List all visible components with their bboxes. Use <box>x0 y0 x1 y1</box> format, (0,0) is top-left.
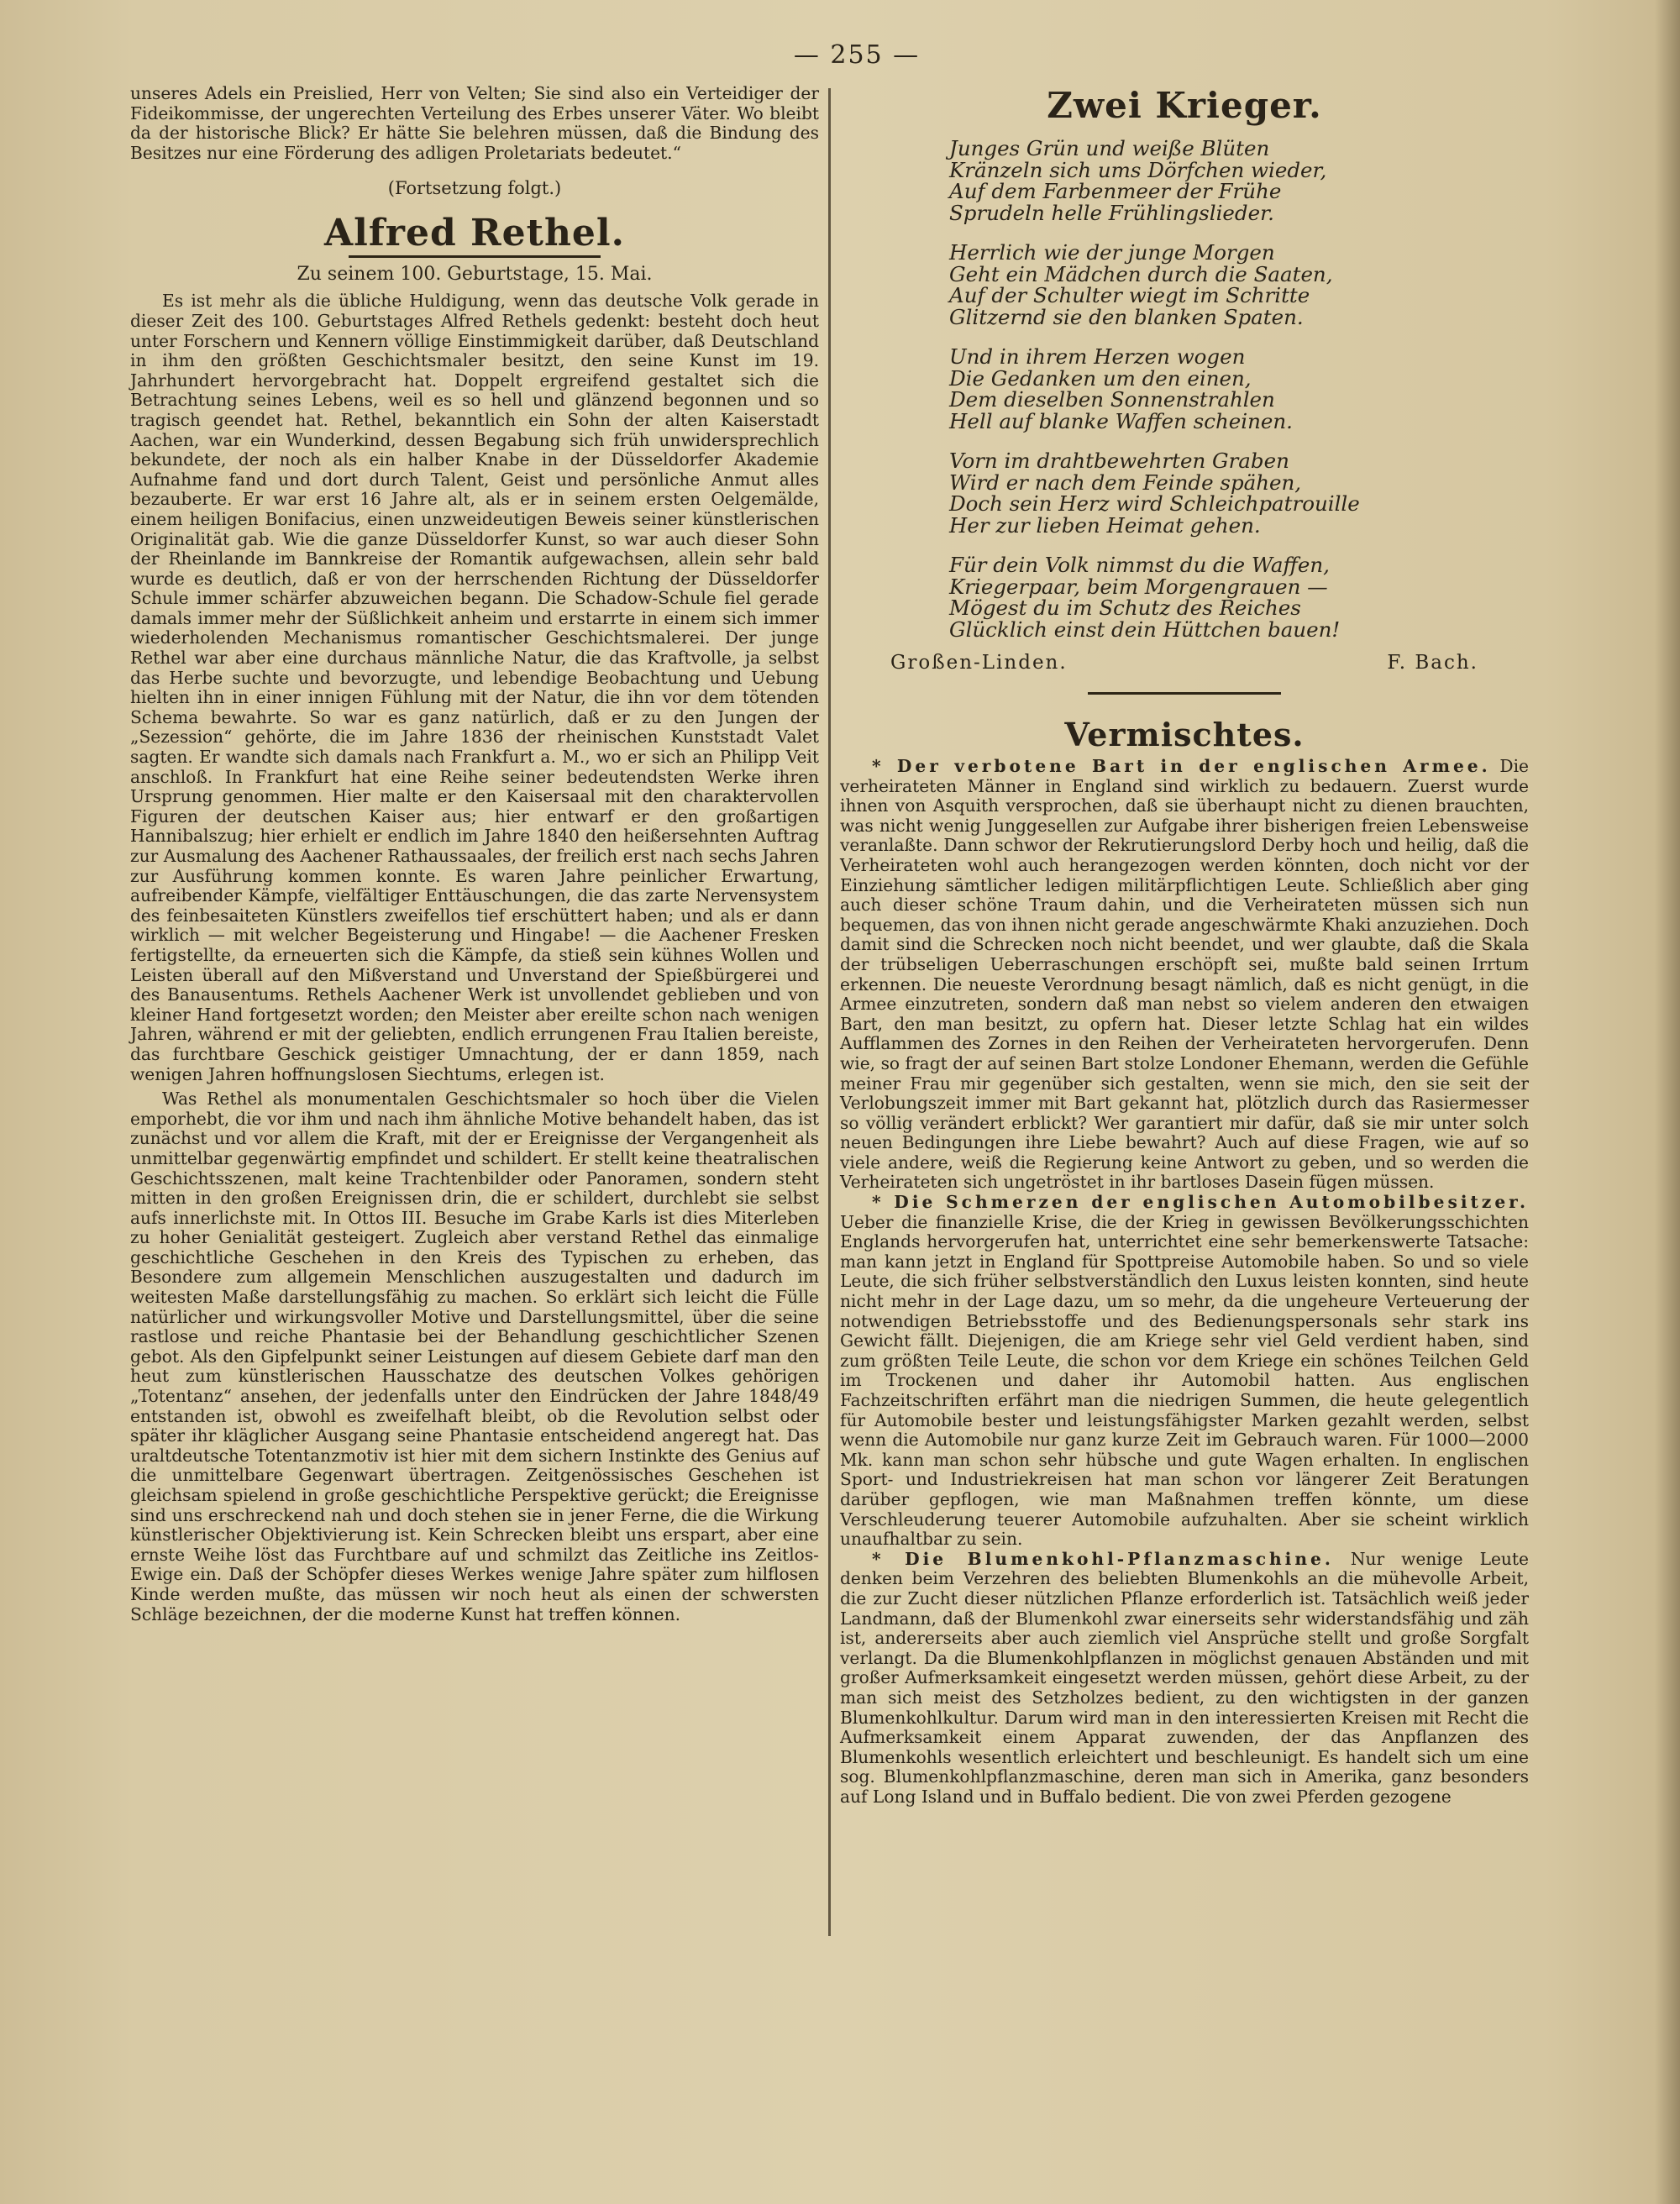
poem-line: Glitzernd sie den blanken Spaten. <box>949 304 1304 329</box>
poem-line: Her zur lieben Heimat gehen. <box>949 512 1261 538</box>
poem-title: Zwei Krieger. <box>1047 85 1322 126</box>
news-item <box>840 1193 1529 1550</box>
poem-line: Auf der Schulter wiegt im Schritte <box>949 283 1310 307</box>
continuation-note: (Fortsetzung folgt.) <box>387 178 562 199</box>
article-paragraph: Es ist mehr als die übliche Huldigung, wenn das deutsche Volk gerade in dieser Zeit des 100. Geburtstages Alfred Rethels gedenkt: besteht doch heut unter Forschern und Kennern völlige Einstimmigkeit darüber, daß Deutschland in ihm den größten Geschichtsmaler besitzt, den seine Kunst im 19. Jahrhundert hervorgebracht hat. Doppelt ergreifend gestaltet sich die Betrachtung seines Lebens, weil es so hell und glänzend begonnen und so tragisch geendet hat. Rethel, bekanntlich ein Sohn der alten Kaiserstadt Aachen, war ein Wunderkind, dessen Begabung sich früh unwidersprechlich bekundete, der noch als ein halber Knabe in der Düsseldorfer Akademie Aufnahme fand und dort durch Talent, Geist und persönliche Anmut alles bezauberte. Er war erst 16 Jahre alt, als er in seinem ersten Oelgemälde, einem heiligen Bonifacius, einen unzweideutigen Beweis seiner künstlerischen Originalität gab. Wie die ganze Düsseldorfer Kunst, so war auch dieser Sohn der Rheinlande im Bannkreise der Romantik aufgewachsen, allein sehr bald wurde es deutlich, daß er von der herrschenden Richtung der Düsseldorfer Schule immer schärfer abzuweichen begann. Die Schadow-Schule fiel gerade damals immer mehr der Süßlichkeit anheim und erstarrte in einem sich immer wiederholenden Mechanismus romantischer Geschichtsmalerei. Der junge Rethel war aber eine durchaus männliche Natur, die das Kraftvolle, ja selbst das Herbe suchte und bevorzugte, und lebendige Beobachtung und Uebung hielten ihn in einer innigen Fühlung mit der Natur, die ihn vor dem tötenden Schema bewahrte. So war es ganz natürlich, daß er zu den Jungen der „Sezession“ gehörte, die im Jahre 1836 der rheinischen Kunststadt Valet sagten. Er wandte sich damals nach Frankfurt a. M., wo er sich an Philipp Veit anschloß. In Frankfurt hat eine Reihe seiner bedeutendsten Werke ihren Ursprung genommen. Hier malte er den Kaisersaal mit den charaktervollen Figuren der deutschen Kaiser aus; hier entwarf er den großartigen Hannibalszug; hier erhielt er endlich im Jahre 1840 den heißersehnten Auftrag zur Ausmalung des Aachener Rathaussaales, der freilich erst nach sechs Jahren zur Ausführung kommen konnte. Es waren Jahre peinlicher Erwartung, aufreibender Kämpfe, vielfältiger Enttäuschungen, die das zarte Nervensystem des feinbesaiteten Künstlers zweifellos tief erschüttert haben; und als er dann wirklich — mit welcher Begeisterung und Hingabe! — die Aachener Fresken fertigstellte, da erneuerten sich die Kämpfe, da stieß sein kühnes Wollen und Leisten überall auf den Mißverstand und Unverstand der Spießbürgerei und des Banausentums. Rethels Aachener Werk ist unvollendet geblieben und von kleiner Hand fortgesetzt worden; den Meister aber ereilte schon nach wenigen Jahren, während er mit der geliebten, endlich errungenen Frau Italien bereiste, das furchtbare Geschick geistiger Umnachtung, der er dann 1859, nach wenigen Jahren hoffnungslosen Siechtums, erlegen ist. <box>130 291 819 1084</box>
article-subtitle: Zu seinem 100. Geburtstage, 15. Mai. <box>297 264 653 286</box>
poem-stanza <box>949 554 1529 640</box>
poem-line: Glücklich einst dein Hüttchen bauen! <box>949 617 1341 642</box>
poem-line: Auf dem Farbenmeer der Frühe <box>949 179 1282 203</box>
poem-line: Kriegerpaar, beim Morgengrauen — <box>949 574 1328 599</box>
section-title: Vermischtes. <box>1064 716 1305 753</box>
poem-line: Dem dieselben Sonnenstrahlen <box>949 387 1275 412</box>
poem-stanza <box>949 242 1529 328</box>
article-title: Alfred Rethel. <box>324 212 625 255</box>
poem-line: Wird er nach dem Feinde spähen, <box>949 470 1302 495</box>
poem-stanza <box>949 450 1529 536</box>
news-item <box>840 757 1529 1193</box>
article-paragraph: Was Rethel als monumentalen Geschichtsmaler so hoch über die Vielen emporhebt, die vor ihm und nach ihm ähnliche Motive behandelt haben, das ist zunächst und vor allem die Kraft, mit der er Ereignisse der Vergangenheit als unmittelbar gegenwärtig empfindet und schildert. Er stellt keine theatralischen Geschichtsszenen, malt keine Trachtenbilder oder Panoramen, sondern steht mitten in den großen Ereignissen drin, die er schildert, durchlebt sie selbst aufs innerlichste mit. In Ottos III. Besuche im Grabe Karls ist dies Miterleben zu hoher Genialität gesteigert. Zugleich aber verstand Rethel das einmalige geschichtliche Geschehen in den Kreis des Typischen zu erheben, das Besondere zum allgemein Menschlichen auszugestalten und dadurch im weitesten Maße darstellungsfähig zu machen. So erklärt sich leicht die Fülle natürlicher und wirkungsvoller Motive und Darstellungsmittel, über die seine rastlose und reiche Phantasie bei der Behandlung geschichtlicher Szenen gebot. Als den Gipfelpunkt seiner Leistungen auf diesem Gebiete darf man den heut zum künstlerischen Hausschatze des deutschen Volkes gehörigen „Totentanz“ ansehen, der jedenfalls unter den Eindrücken der Jahre 1848/49 entstanden ist, obwohl es zweifelhaft bleibt, ob die Revolution selbst oder später ihr kläglicher Ausgang seine Phantasie entscheidend angeregt hat. Das uraltdeutsche Totentanzmotiv ist hier mit dem sichern Instinkte des Genius auf die unmittelbare Gegenwart übertragen. Zeitgenössisches Geschehen ist gleichsam spielend in große geschichtliche Perspektive gerückt; die Ereignisse sind uns erschreckend nah und doch stehen sie in jener Ferne, die die Wirkung künstlerischer Objektivierung ist. Kein Schrecken bleibt uns erspart, aber eine ernste Weihe löst das Furchtbare auf und schmilzt das Zeitliche ins Zeitlos-Ewige ein. Daß der Schöpfer dieses Werkes wenige Jahre später zum hilflosen Kinde werden mußte, das müssen wir noch heut als einen der schwersten Schläge bezeichnen, der die moderne Kunst hat treffen können. <box>130 1089 819 1624</box>
page-edge-shadow <box>1655 0 1680 2204</box>
news-item-title: * Der verbotene Bart in der englischen Armee. <box>872 756 1491 776</box>
poem-line: Mögest du im Schutz des Reiches <box>949 596 1301 620</box>
poem-line: Für dein Volk nimmst du die Waffen, <box>949 553 1330 577</box>
left-column <box>130 84 819 1624</box>
poem-line: Die Gedanken um den einen, <box>949 365 1252 391</box>
poem-place: Großen-Linden. <box>890 652 1068 674</box>
poem-line: Vorn im drahtbewehrten Graben <box>949 449 1289 473</box>
page-number: — 255 — <box>793 40 921 70</box>
poem-line: Und in ihrem Herzen wogen <box>949 344 1246 369</box>
poem-line: Herrlich wie der junge Morgen <box>949 240 1275 265</box>
serial-continuation-text: unseres Adels ein Preislied, Herr von Velten; Sie sind also ein Verteidiger der Fideikommisse, der ungerechten Verteilung des Erbes unserer Väter. Wo bleibt da der historische Blick? Er hätte Sie belehren müssen, daß die Bindung des Besitzes nur eine Förderung des adligen Proletariats bedeutet.“ <box>130 83 819 163</box>
right-column <box>840 84 1529 1807</box>
news-item-title: * Die Schmerzen der englischen Automobilbesitzer. <box>872 1192 1529 1213</box>
news-item-text: Ueber die finanzielle Krise, die der Krieg in gewissen Bevölkerungsschichten Englands hervorgerufen hat, unterrichtet eine sehr bemerkenswerte Tatsache: man kann jetzt in England für Spottpreise Automobile haben. So und so viele Leute, die sich früher selbstverständlich den Luxus leisten konnten, sind heute nicht mehr in der Lage dazu, um so mehr, da die ungeheure Verteuerung der notwendigen Betriebsstoffe und des Bedienungspersonals sehr stark ins Gewicht fällt. Diejenigen, die am Kriege sehr viel Geld verdient haben, sind zum größten Teile Leute, die schon vor dem Kriege ein schönes Teilchen Geld im Trockenen und daher ihr Automobil hatten. Aus englischen Fachzeitschriften erfährt man die niedrigen Summen, die heute gelegentlich für Automobile bester und leistungsfähigster Marken gezahlt werden, selbst wenn die Automobile nur ganz kurze Zeit im Gebrauch waren. Für 1000—2000 Mk. kann man schon sehr hübsche und gute Wagen erhalten. In englischen Sport- und Industriekreisen hat man schon vor längerer Zeit Beratungen darüber gepflogen, wie man Maßnahmen treffen könnte, um diese Verschleuderung teuerer Automobile aufzuhalten. Aber sie scheint wirklich unaufhaltbar zu sein. <box>840 1211 1529 1550</box>
poem-line: Junges Grün und weiße Blüten <box>949 136 1270 160</box>
article-title-rule <box>349 255 601 258</box>
news-item <box>840 1550 1529 1808</box>
poem-line: Kränzeln sich ums Dörfchen wieder, <box>949 157 1327 182</box>
poem-stanza <box>949 138 1529 223</box>
poem-body <box>949 138 1529 640</box>
poem-line: Hell auf blanke Waffen scheinen. <box>949 408 1293 433</box>
news-item-text: Nur wenige Leute denken beim Verzehren des beliebten Blumenkohls an die mühevolle Arbeit, die zur Zucht dieser nützlichen Pflanze erforderlich ist. Tatsächlich weiß jeder Landmann, daß der Blumenkohl zwar einerseits sehr widerstandsfähig und zäh ist, andererseits aber auch ziemlich viel Ansprüche stellt und große Sorgfalt verlangt. Da die Blumenkohlpflanzen in möglichst genauen Abständen und mit großer Aufmerksamkeit eingesetzt werden müssen, gehört diese Arbeit, zu der man sich meist des Setzholzes bedient, zu den wichtigsten in der ganzen Blumenkohlkultur. Darum wird man in den interessierten Kreisen mit Recht die Aufmerksamkeit einem Apparat zuwenden, der das Anpflanzen des Blumenkohls wesentlich erleichtert und beschleunigt. Es handelt sich um eine sog. Blumenkohlpflanzmaschine, deren man sich in Amerika, ganz besonders auf Long Island und in Buffalo bedient. Die von zwei Pferden gezogene <box>840 1548 1529 1807</box>
section-separator-rule <box>1088 692 1281 695</box>
column-divider <box>828 88 831 1936</box>
poem-author: F. Bach. <box>1387 652 1478 674</box>
news-item-text: Die verheirateten Männer in England sind wirklich zu bedauern. Zuerst wurde ihnen von Asquith versprochen, daß sie überhaupt nicht zu dienen brauchten, was nicht wenig Junggesellen zur Aufgabe ihrer bisherigen freien Lebensweise veranlaßte. Dann schwor der Rekrutierungslord Derby hoch und heilig, daß die Verheirateten wohl auch herangezogen werden könnten, doch nicht vor der Einziehung sämtlicher ledigen militärpflichtigen Leute. Schließlich aber ging auch dieser schöne Traum dahin, und die Verheirateten müssen sich nun bequemen, das von ihnen nicht gerade angeschwärmte Khaki anzuziehen. Doch damit sind die Schrecken noch nicht beendet, und wer glaubte, daß die Skala der trübseligen Ueberraschungen erschöpft sei, mußte bald seinen Irrtum erkennen. Die neueste Verordnung besagt nämlich, daß es nicht genügt, in die Armee einzutreten, sondern daß man nebst so vielem anderen den etwaigen Bart, den man besitzt, zu opfern hat. Dieser letzte Schlag hat ein wildes Aufflammen des Zornes in den Reihen der Verheirateten hervorgerufen. Denn wie, so fragt der auf seinen Bart stolze Londoner Ehemann, werden die Gefühle meiner Frau mir gegenüber sich gestalten, wenn sie mich, den sie seit der Verlobungszeit immer mit Bart gekannt hat, plötzlich durch das Rasiermesser so völlig verändert erblickt? Wer garantiert mir dafür, daß sie mir unter solch neuen Bedingungen ihre Liebe bewahrt? Auch auf diese Fragen, wie auf so viele andere, weiß die Regierung keine Antwort zu geben, und so werden die Verheirateten sich ungetröstet in ihr bartloses Dasein fügen müssen. <box>840 756 1529 1193</box>
poem-stanza <box>949 346 1529 432</box>
poem-signature <box>890 652 1478 674</box>
poem-line: Doch sein Herz wird Schleichpatrouille <box>949 491 1360 516</box>
poem-line: Geht ein Mädchen durch die Saaten, <box>949 261 1333 286</box>
poem-line: Sprudeln helle Frühlingslieder. <box>949 200 1274 225</box>
news-item-title: * Die Blumenkohl-Pflanzmaschine. <box>872 1548 1334 1569</box>
